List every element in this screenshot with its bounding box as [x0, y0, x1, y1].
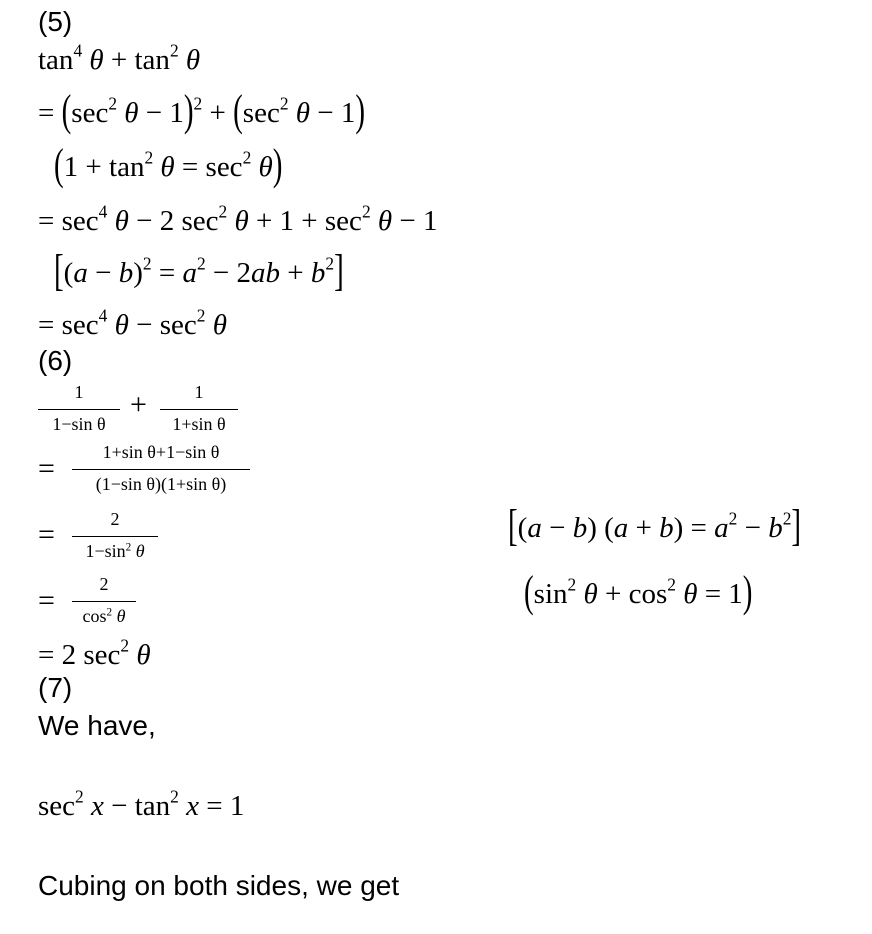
equation-line-3: = $\sec^4 \theta - 2$ $\sec^2 \theta + 1 + \sec^2 \theta - 1$ — [38, 201, 438, 237]
identity-note-2: $[(a - b)^2 = a^2 - 2ab + b^2]$ — [54, 246, 344, 296]
equation-line-2: = ($\sec^2$ $\theta - 1)^2 + (\sec^2$ θ − 1) — [38, 86, 366, 136]
paragraph-cubing: Cubing on both sides, we get — [38, 870, 400, 901]
plus-sign: + — [130, 388, 147, 421]
identity-note-4: ($\sin^2$ $\theta + \cos^2 \theta = 1$) — [524, 567, 753, 617]
identity-note-1: $(1 + \tan^2 \theta = \sec^2 \theta)$ — [54, 140, 283, 190]
equals-sign: = — [38, 584, 55, 617]
problem-label-7: (7) — [38, 672, 73, 703]
problem-label-6: (6) — [38, 345, 73, 376]
equals-sign: = — [38, 518, 55, 551]
equals-sign: = — [38, 452, 55, 485]
identity-note-3: [(a − b) $(a + b) = a^2 - b^2$] — [508, 501, 802, 551]
problem-label-5: (5) — [38, 6, 73, 37]
equation-identity-7: $\sec^2 x - \tan^2 x = 1$ — [38, 786, 245, 822]
equation-line-1: $\tan^4 \theta + \tan^2 \theta$ — [38, 40, 201, 76]
equation-line-4: = $\sec^4 \theta - \sec^2 \theta$ — [38, 305, 227, 341]
equation-line-5: = 2 $\sec^2 \theta$ — [38, 635, 151, 671]
paragraph-we-have: We have, — [38, 710, 156, 741]
